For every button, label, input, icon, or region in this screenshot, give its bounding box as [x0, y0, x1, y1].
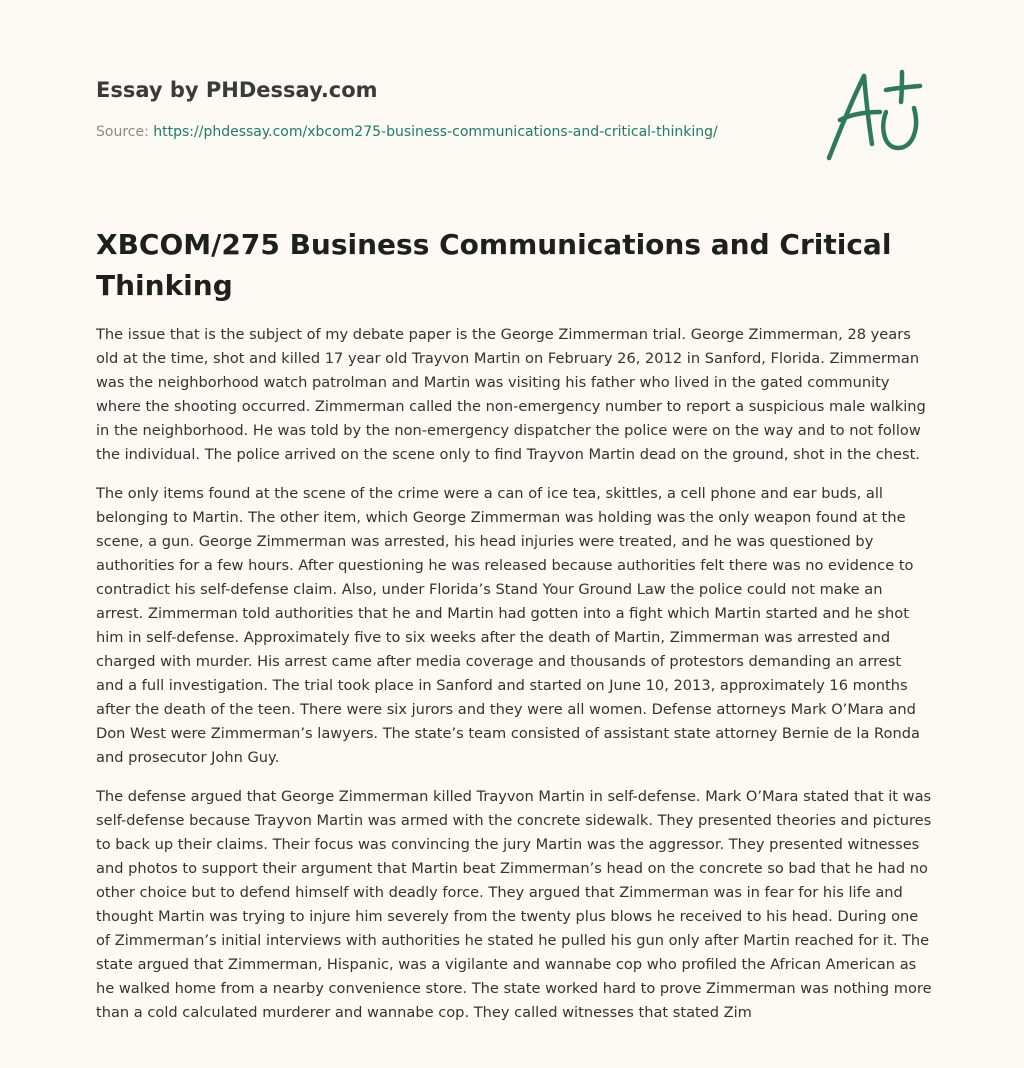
source-line: [96, 122, 796, 142]
source-label: Source:: [96, 124, 154, 140]
source-link[interactable]: https://phdessay.com/xbcom275-business-communications-and-critical-thinking/: [153, 124, 718, 140]
a-plus-logo-icon: [822, 68, 926, 164]
header: [96, 74, 796, 142]
brand-title: Essay by PHDessay.com: [96, 78, 378, 102]
essay-title: XBCOM/275 Business Communications and Critical Thinking: [96, 228, 892, 302]
essay-paragraph-1: The issue that is the subject of my debate paper is the George Zimmerman trial. George Zimmerman, 28 years old at the time, shot and killed 17 year old Trayvon Martin on February 26, 2012 in Sanford, Florida. Zimmerman was the neighborhood watch patrolman and Martin was visiting his father who lived in the gated community where the shooting occurred. Zimmerman called the non-emergency number to report a suspicious male walking in the neighborhood. He was told by the non-emergency dispatcher the police were on the way and to not follow the individual. The police arrived on the scene only to find Trayvon Martin dead on the ground, shot in the chest.: [96, 326, 926, 463]
essay-paragraph-3: The defense argued that George Zimmerman killed Trayvon Martin in self-defense. Mark O’Mara stated that it was self-defense because Trayvon Martin was armed with the concrete sidewalk. They presented theories and pictures to back up their claims. Their focus was convincing the jury Martin was the aggressor. They presented witnesses and photos to support their argument that Martin beat Zimmerman’s head on the concrete so bad that he had no other choice but to defend himself with deadly force. They argued that Zimmerman was in fear for his life and thought Martin was trying to injure him severely from the twenty plus blows he received to his head. During one of Zimmerman’s initial interviews with authorities he stated he pulled his gun only after Martin reached for it. The state argued that Zimmerman, Hispanic, was a vigilante and wannabe cop who profiled the African American as he walked home from a nearby convenience store. The state worked hard to prove Zimmerman was nothing more than a cold calculated murderer and wannabe cop. They called witnesses that stated Zim: [96, 788, 932, 1021]
essay-paragraph-2: The only items found at the scene of the crime were a can of ice tea, skittles, a cell phone and ear buds, all belonging to Martin. The other item, which George Zimmerman was holding was the only weapon found at the scene, a gun. George Zimmerman was arrested, his head injuries were treated, and he was questioned by authorities for a few hours. After questioning he was released because authorities felt there was no evidence to contradict his self-defense claim. Also, under Florida’s Stand Your Ground Law the police could not make an arrest. Zimmerman told authorities that he and Martin had gotten into a fight which Martin started and he shot him in self-defense. Approximately five to six weeks after the death of Martin, Zimmerman was arrested and charged with murder. His arrest came after media coverage and thousands of protestors demanding an arrest and a full investigation. The trial took place in Sanford and started on June 10, 2013, approximately 16 months after the death of the teen. There were six jurors and they were all women. Defense attorneys Mark O’Mara and Don West were Zimmerman’s lawyers. The state’s team consisted of assistant state attorney Bernie de la Ronda and prosecutor John Guy.: [96, 485, 920, 766]
essay-body: [96, 323, 932, 1040]
